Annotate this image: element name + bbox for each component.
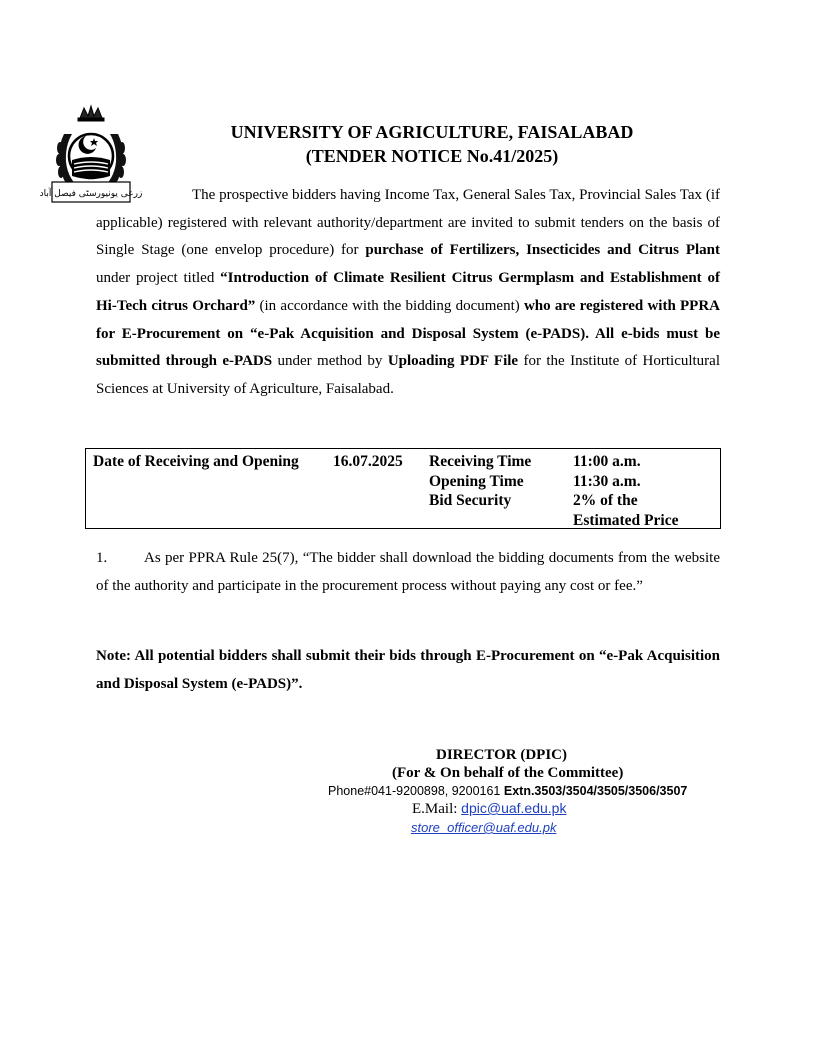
committee-subtitle: (For & On behalf of the Committee)	[392, 765, 624, 781]
info-row-label: Receiving Time	[429, 453, 532, 470]
intro-bold-ppra: who are registered with PPRA for E-Procurement on “e-Pak Acquisition and Disposal System (e-PADS). All e-bids must be submitted through e-PADS	[96, 297, 721, 370]
info-row-label: Opening Time	[429, 472, 524, 490]
intro-bold-method: Uploading PDF File	[387, 353, 519, 370]
emblem-icon	[69, 134, 113, 179]
phone-extensions: Extn.3503/3504/3505/3506/3507	[503, 784, 688, 798]
intro-text: (in accordance with the bidding document)	[255, 297, 524, 314]
info-row-label: Bid Security	[429, 492, 512, 509]
intro-text: The prospective bidders having Income Tax, General Sales Tax, Provincial Sales Tax (if applicable) registered with relevant authority/department are invited to submit tenders on the basis of Single Stage (one envelop procedure) for	[96, 187, 720, 259]
receiving-opening-date: 16.07.2025	[333, 453, 403, 470]
info-row-value: 11:00 a.m.	[573, 453, 641, 470]
email-link-store-officer[interactable]: store_officer@uaf.edu.pk	[411, 820, 557, 835]
logo-caption: زرعی یونیورسٹی فیصل آباد	[39, 189, 143, 199]
intro-text: for the Institute of Horticultural Sciences at University of Agriculture, Faisalabad.	[96, 353, 721, 397]
intro-bold-project: “Introduction of Climate Resilient Citrus Germplasm and Establishment of Hi-Tech citrus Orchard”	[96, 270, 720, 314]
list-number: 1.	[96, 550, 108, 566]
intro-paragraph	[96, 182, 720, 404]
phone-numbers: Phone#041-9200898, 9200161	[328, 784, 504, 798]
email-label: E.Mail:	[412, 801, 462, 817]
tender-notice-number: (TENDER NOTICE No.41/2025)	[305, 146, 559, 166]
email-line	[412, 800, 566, 818]
crown-icon	[78, 106, 104, 121]
director-title: DIRECTOR (DPIC)	[436, 747, 567, 763]
tender-info-box	[85, 448, 721, 529]
intro-text: under method by	[272, 353, 388, 370]
email-link-dpic[interactable]: dpic@uaf.edu.pk	[461, 800, 567, 816]
intro-bold-purchase: purchase of Fertilizers, Insecticides and Citrus Plant	[365, 242, 720, 259]
info-row-value: 11:30 a.m.	[573, 472, 641, 490]
note-text: Note: All potential bidders shall submit their bids through E-Procurement on “e-Pak Acquisition and Disposal System (e-PADS)”.	[96, 648, 720, 692]
info-row-value-continued: Estimated Price	[573, 511, 679, 529]
ppra-rule-text: As per PPRA Rule 25(7), “The bidder shall download the bidding documents from the website of the authority and participate in the procurement process without paying any cost or fee.”	[96, 550, 720, 594]
page-title: UNIVERSITY OF AGRICULTURE, FAISALABAD	[230, 122, 634, 142]
note-paragraph	[96, 643, 720, 698]
receiving-opening-label: Date of Receiving and Opening	[93, 453, 299, 470]
intro-text: under project titled	[96, 270, 221, 287]
info-row-value: 2% of the	[573, 492, 638, 509]
ppra-rule-paragraph	[96, 545, 720, 600]
phone-line	[328, 784, 687, 798]
